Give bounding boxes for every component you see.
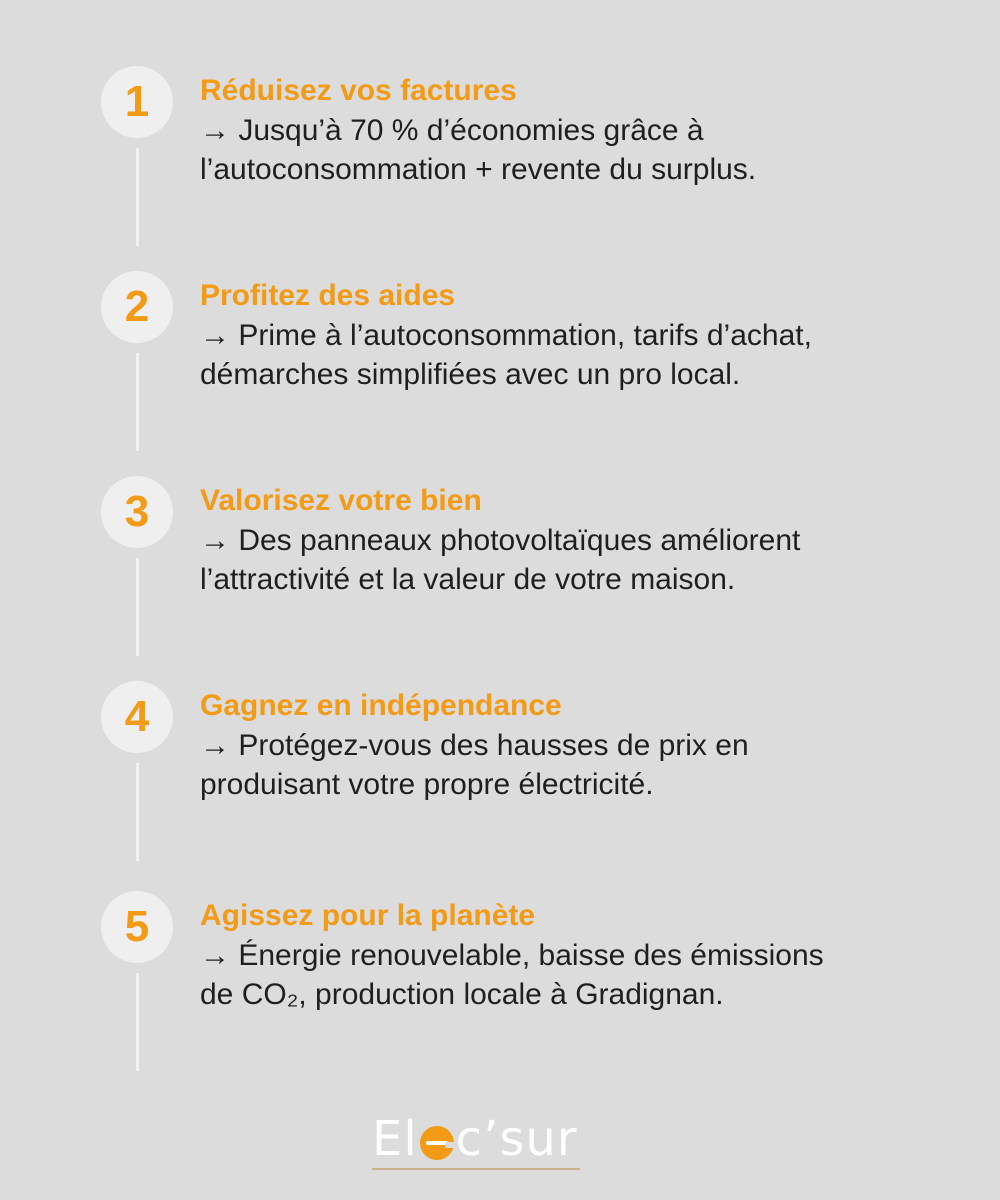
step-title: Réduisez vos factures xyxy=(200,74,517,107)
step-number-badge: 2 xyxy=(101,271,173,343)
step-description xyxy=(200,936,920,1014)
step-description-line-2: de CO₂, production locale à Gradignan. xyxy=(200,978,724,1011)
step-number-badge: 4 xyxy=(101,681,173,753)
timeline-connector xyxy=(136,763,139,861)
step-number-badge: 5 xyxy=(101,891,173,963)
brand-logo-part-1: El xyxy=(372,1111,418,1167)
step-text xyxy=(200,689,920,804)
step-description-line-1: → Jusqu’à 70 % d’économies grâce à xyxy=(200,114,704,147)
step-description-line-1: → Énergie renouvelable, baisse des émissions xyxy=(200,939,824,972)
timeline-connector xyxy=(136,558,139,656)
timeline-connector xyxy=(136,148,139,246)
step-description-line-1: → Des panneaux photovoltaïques améliorent xyxy=(200,524,801,557)
step-description-line-2: l’autoconsommation + revente du surplus. xyxy=(200,153,757,186)
logo-e-icon xyxy=(420,1126,454,1160)
logo-underline xyxy=(372,1168,580,1170)
step-text xyxy=(200,899,920,1014)
step-description-line-1: → Prime à l’autoconsommation, tarifs d’achat, xyxy=(200,319,812,352)
step-description xyxy=(200,316,920,394)
brand-logo xyxy=(372,1110,580,1172)
step-description-line-2: démarches simplifiées avec un pro local. xyxy=(200,358,741,391)
brand-logo-part-2: c’sur xyxy=(455,1111,578,1167)
step-title: Profitez des aides xyxy=(200,279,456,312)
step-description-line-2: l’attractivité et la valeur de votre maison. xyxy=(200,563,736,596)
step-number-badge: 3 xyxy=(101,476,173,548)
timeline-connector xyxy=(136,973,139,1071)
step-text xyxy=(200,279,920,394)
step-description-line-1: → Protégez-vous des hausses de prix en xyxy=(200,729,749,762)
step-text xyxy=(200,74,920,189)
brand-logo-text xyxy=(372,1110,577,1168)
step-description xyxy=(200,111,920,189)
step-number-badge: 1 xyxy=(101,66,173,138)
timeline-connector xyxy=(136,353,139,451)
step-description xyxy=(200,521,920,599)
step-title: Valorisez votre bien xyxy=(200,484,482,517)
step-text xyxy=(200,484,920,599)
step-title: Agissez pour la planète xyxy=(200,899,536,932)
step-description-line-2: produisant votre propre électricité. xyxy=(200,768,654,801)
step-description xyxy=(200,726,920,804)
step-title: Gagnez en indépendance xyxy=(200,689,562,722)
